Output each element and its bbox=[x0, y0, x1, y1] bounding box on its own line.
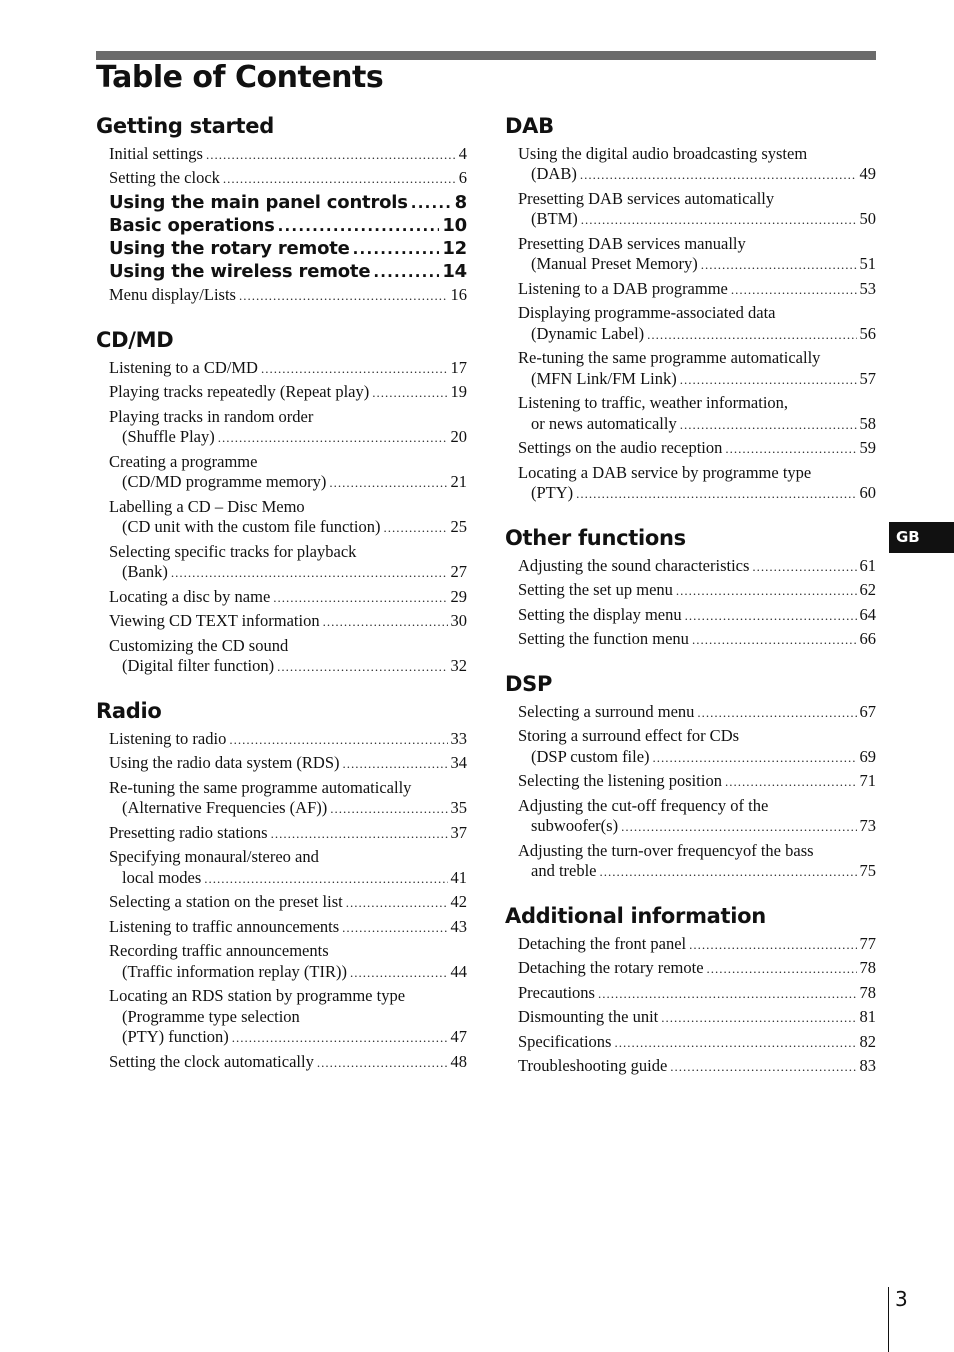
page-ref: 44 bbox=[450, 961, 467, 981]
entry-title: Selecting the listening position bbox=[518, 771, 722, 790]
dot-leader bbox=[676, 581, 857, 602]
page-ref: 37 bbox=[450, 822, 467, 842]
dot-leader bbox=[752, 557, 856, 578]
dot-leader bbox=[273, 588, 447, 609]
page-ref: 78 bbox=[859, 958, 876, 977]
toc-entry[interactable] bbox=[109, 1050, 467, 1075]
page-ref: 30 bbox=[450, 611, 467, 631]
page-ref: 21 bbox=[450, 472, 467, 492]
dot-leader bbox=[342, 918, 447, 939]
dot-leader bbox=[204, 869, 447, 890]
entry-title: Creating a programme bbox=[109, 451, 258, 471]
entry-title: Using the rotary remote bbox=[109, 237, 350, 259]
entry-subtitle: (DAB) bbox=[531, 164, 577, 183]
toc-entry[interactable] bbox=[518, 392, 876, 437]
toc-entry[interactable] bbox=[518, 187, 876, 232]
dot-leader bbox=[685, 606, 857, 627]
page-ref: 66 bbox=[859, 629, 876, 648]
toc-section bbox=[505, 902, 876, 1079]
page-ref: 25 bbox=[450, 517, 467, 537]
toc-section bbox=[505, 112, 876, 506]
entry-title: Dismounting the unit bbox=[518, 1007, 659, 1026]
dot-leader bbox=[576, 484, 856, 505]
dot-leader bbox=[206, 145, 456, 166]
toc-entry[interactable] bbox=[109, 261, 467, 284]
entry-subtitle: (Dynamic Label) bbox=[531, 323, 645, 343]
section-heading: DSP bbox=[505, 672, 553, 696]
entry-title: Precautions bbox=[518, 982, 595, 1002]
page-ref: 10 bbox=[442, 214, 467, 236]
page-ref: 59 bbox=[859, 438, 876, 457]
toc-entry[interactable] bbox=[518, 981, 876, 1006]
entry-title: Setting the display menu bbox=[518, 604, 682, 624]
page-number-rule bbox=[888, 1287, 889, 1352]
toc-column-left bbox=[96, 112, 467, 1093]
toc-entry[interactable] bbox=[518, 957, 876, 982]
page-ref: 49 bbox=[859, 164, 876, 183]
dot-leader bbox=[353, 238, 440, 260]
dot-leader bbox=[680, 415, 857, 436]
dot-leader bbox=[239, 286, 448, 307]
dot-leader bbox=[232, 1028, 448, 1049]
entry-title: Using the main panel controls bbox=[109, 191, 408, 213]
toc-entry[interactable] bbox=[518, 700, 876, 725]
entry-subtitle: (PTY) function) bbox=[122, 1027, 229, 1047]
entry-title: Viewing CD TEXT information bbox=[109, 611, 320, 631]
dot-leader bbox=[725, 439, 856, 460]
entry-title: Playing tracks in random order bbox=[109, 406, 314, 426]
section-heading: Additional information bbox=[505, 904, 766, 928]
dot-leader bbox=[261, 359, 448, 380]
toc-entry[interactable] bbox=[518, 461, 876, 506]
dot-leader bbox=[697, 703, 856, 724]
dot-leader bbox=[317, 1053, 448, 1074]
toc-entry[interactable] bbox=[109, 776, 467, 821]
entry-title: Menu display/Lists bbox=[109, 285, 236, 305]
toc-entry[interactable] bbox=[109, 191, 467, 214]
page-ref: 82 bbox=[859, 1031, 876, 1051]
dot-leader bbox=[372, 383, 447, 404]
toc-entry[interactable] bbox=[518, 232, 876, 277]
entry-title: Selecting specific tracks for playback bbox=[109, 541, 357, 561]
toc-entry[interactable] bbox=[109, 821, 467, 846]
entry-title: Using the digital audio broadcasting system bbox=[518, 143, 808, 163]
toc-entry[interactable] bbox=[109, 450, 467, 495]
toc-entry[interactable] bbox=[109, 610, 467, 635]
entry-title: Playing tracks repeatedly (Repeat play) bbox=[109, 382, 370, 402]
entry-title: Locating a DAB service by programme type bbox=[518, 462, 812, 482]
page-ref: 6 bbox=[458, 168, 467, 187]
toc-column-right bbox=[505, 112, 876, 1097]
entry-title: Initial settings bbox=[109, 143, 203, 163]
toc-entry[interactable] bbox=[518, 932, 876, 957]
entry-title: Adjusting the cut-off frequency of the bbox=[518, 795, 769, 815]
dot-leader bbox=[731, 280, 857, 301]
entry-subtitle: (Programme type selection bbox=[122, 1006, 300, 1026]
entry-subtitle: (Digital filter function) bbox=[122, 656, 275, 676]
language-tab: GB bbox=[889, 522, 954, 553]
toc-entry[interactable] bbox=[109, 214, 467, 237]
entry-subtitle: (PTY) bbox=[531, 483, 574, 502]
entry-subtitle: (Traffic information replay (TIR)) bbox=[122, 961, 347, 981]
entry-title: Locating a disc by name bbox=[109, 586, 271, 606]
entry-title: Listening to traffic, weather information, bbox=[518, 393, 789, 412]
toc-entry[interactable] bbox=[109, 985, 467, 1051]
page-ref: 27 bbox=[450, 562, 467, 582]
toc-entry[interactable] bbox=[109, 915, 467, 940]
toc-entry[interactable] bbox=[109, 284, 467, 309]
page-ref: 81 bbox=[859, 1007, 876, 1026]
entry-title: Recording traffic announcements bbox=[109, 941, 329, 961]
entry-subtitle: (Shuffle Play) bbox=[122, 427, 215, 447]
dot-leader bbox=[647, 325, 856, 346]
dot-leader bbox=[343, 754, 448, 775]
entry-title: Troubleshooting guide bbox=[518, 1056, 668, 1075]
entry-subtitle: (Bank) bbox=[122, 562, 168, 582]
section-heading: Other functions bbox=[505, 526, 686, 550]
toc-entry[interactable] bbox=[109, 727, 467, 752]
dot-leader bbox=[271, 824, 448, 845]
dot-leader bbox=[692, 630, 857, 651]
section-heading: CD/MD bbox=[96, 328, 174, 353]
entry-subtitle: subwoofer(s) bbox=[531, 816, 619, 835]
entry-subtitle: (BTM) bbox=[531, 209, 578, 228]
toc-entry[interactable] bbox=[518, 794, 876, 839]
page-ref: 43 bbox=[450, 916, 467, 936]
dot-leader bbox=[614, 1033, 856, 1054]
entry-title: Selecting a surround menu bbox=[518, 701, 695, 721]
page-ref: 42 bbox=[450, 892, 467, 912]
dot-leader bbox=[580, 165, 857, 186]
page-ref: 53 bbox=[859, 278, 876, 298]
entry-subtitle: or news automatically bbox=[531, 413, 677, 433]
entry-subtitle: local modes bbox=[122, 867, 202, 887]
dot-leader bbox=[329, 473, 447, 494]
page-title: Table of Contents bbox=[96, 60, 384, 95]
entry-title: Settings on the audio reception bbox=[518, 438, 723, 457]
dot-leader bbox=[171, 563, 448, 584]
page-ref: 61 bbox=[859, 555, 876, 575]
entry-title: Basic operations bbox=[109, 214, 275, 236]
entry-subtitle: (CD unit with the custom file function) bbox=[122, 517, 381, 537]
page-ref: 34 bbox=[450, 753, 467, 773]
toc-entry[interactable] bbox=[109, 356, 467, 381]
page-ref: 60 bbox=[859, 483, 876, 502]
dot-leader bbox=[346, 893, 448, 914]
entry-title: Setting the clock bbox=[109, 168, 220, 187]
toc-entry[interactable] bbox=[518, 554, 876, 579]
entry-title: Adjusting the sound characteristics bbox=[518, 555, 750, 575]
entry-title: Using the radio data system (RDS) bbox=[109, 753, 340, 773]
dot-leader bbox=[350, 963, 448, 984]
toc-section bbox=[96, 112, 467, 308]
toc-entry[interactable] bbox=[109, 237, 467, 260]
page-ref: 67 bbox=[859, 701, 876, 721]
page-ref: 83 bbox=[859, 1056, 876, 1075]
dot-leader bbox=[725, 772, 857, 793]
page-ref: 35 bbox=[450, 798, 467, 818]
entry-subtitle: (Alternative Frequencies (AF)) bbox=[122, 798, 328, 818]
toc-entry[interactable] bbox=[109, 940, 467, 985]
section-heading: Radio bbox=[96, 699, 162, 724]
entry-title: Setting the clock automatically bbox=[109, 1051, 314, 1071]
dot-leader bbox=[621, 817, 856, 838]
page-ref: 75 bbox=[859, 861, 876, 880]
page-ref: 57 bbox=[859, 368, 876, 388]
toc-entry[interactable] bbox=[518, 302, 876, 347]
page-ref: 77 bbox=[859, 933, 876, 953]
entry-title: Re-tuning the same programme automatically bbox=[518, 348, 821, 367]
toc-section bbox=[96, 326, 467, 679]
page-ref: 48 bbox=[450, 1051, 467, 1071]
page-ref: 56 bbox=[859, 323, 876, 343]
toc-entry[interactable] bbox=[109, 142, 467, 167]
toc-entry[interactable] bbox=[518, 839, 876, 884]
page-ref: 12 bbox=[442, 237, 467, 259]
dot-leader bbox=[223, 169, 456, 190]
toc-entry[interactable] bbox=[109, 405, 467, 450]
page-ref: 78 bbox=[859, 982, 876, 1002]
toc-entry[interactable] bbox=[109, 495, 467, 540]
entry-title: Listening to traffic announcements bbox=[109, 916, 340, 936]
toc-entry[interactable] bbox=[109, 167, 467, 192]
page-ref: 71 bbox=[859, 771, 876, 790]
page-ref: 50 bbox=[859, 209, 876, 228]
page-ref: 47 bbox=[450, 1027, 467, 1047]
toc-entry[interactable] bbox=[518, 628, 876, 653]
page-ref: 8 bbox=[454, 191, 467, 213]
entry-title: Selecting a station on the preset list bbox=[109, 892, 343, 912]
entry-title: Locating an RDS station by programme type bbox=[109, 986, 406, 1006]
entry-title: Presetting DAB services manually bbox=[518, 233, 746, 253]
page-ref: 17 bbox=[450, 357, 467, 377]
dot-leader bbox=[218, 428, 448, 449]
entry-title: Labelling a CD – Disc Memo bbox=[109, 496, 305, 516]
dot-leader bbox=[581, 210, 857, 231]
entry-title: Adjusting the turn-over frequencyof the bass bbox=[518, 840, 814, 860]
entry-title: Storing a surround effect for CDs bbox=[518, 726, 740, 745]
entry-title: Presetting radio stations bbox=[109, 822, 268, 842]
entry-title: Using the wireless remote bbox=[109, 261, 371, 283]
toc-entry[interactable] bbox=[518, 579, 876, 604]
dot-leader bbox=[600, 862, 857, 883]
toc-entry[interactable] bbox=[518, 1055, 876, 1080]
toc-entry[interactable] bbox=[109, 752, 467, 777]
dot-leader bbox=[689, 935, 856, 956]
entry-title: Customizing the CD sound bbox=[109, 635, 289, 655]
dot-leader bbox=[680, 370, 857, 391]
page-ref: 19 bbox=[450, 382, 467, 402]
toc-entry[interactable] bbox=[518, 1006, 876, 1031]
toc-section bbox=[505, 670, 876, 884]
dot-leader bbox=[670, 1057, 856, 1078]
entry-title: Setting the set up menu bbox=[518, 580, 673, 599]
top-rule bbox=[96, 51, 876, 60]
entry-title: Re-tuning the same programme automatically bbox=[109, 777, 412, 797]
page-ref: 20 bbox=[450, 427, 467, 447]
section-heading: Getting started bbox=[96, 114, 274, 138]
entry-subtitle: (DSP custom file) bbox=[531, 746, 650, 766]
toc-entry[interactable] bbox=[518, 1030, 876, 1055]
dot-leader bbox=[701, 255, 857, 276]
toc-entry[interactable] bbox=[109, 381, 467, 406]
toc-entry[interactable] bbox=[109, 540, 467, 585]
toc-entry[interactable] bbox=[109, 585, 467, 610]
page-number: 3 bbox=[895, 1287, 908, 1311]
page-ref: 41 bbox=[450, 867, 467, 887]
page-ref: 14 bbox=[442, 261, 467, 283]
dot-leader bbox=[330, 799, 447, 820]
toc-entry[interactable] bbox=[109, 846, 467, 891]
dot-leader bbox=[598, 984, 857, 1005]
entry-title: Detaching the front panel bbox=[518, 933, 687, 953]
toc-section bbox=[96, 697, 467, 1075]
entry-subtitle: (CD/MD programme memory) bbox=[122, 472, 327, 492]
toc-entry[interactable] bbox=[109, 891, 467, 916]
dot-leader bbox=[411, 192, 452, 214]
entry-title: Listening to a CD/MD bbox=[109, 357, 258, 377]
page-ref: 51 bbox=[859, 254, 876, 273]
page-ref: 69 bbox=[859, 746, 876, 766]
dot-leader bbox=[653, 748, 857, 769]
entry-subtitle: (Manual Preset Memory) bbox=[531, 254, 698, 273]
page-ref: 58 bbox=[859, 413, 876, 433]
dot-leader bbox=[277, 657, 447, 678]
page-ref: 32 bbox=[450, 656, 467, 676]
toc-entry[interactable] bbox=[518, 142, 876, 187]
entry-title: Detaching the rotary remote bbox=[518, 958, 704, 977]
entry-subtitle: and treble bbox=[531, 861, 597, 880]
dot-leader bbox=[707, 959, 857, 980]
toc-entry[interactable] bbox=[518, 437, 876, 462]
toc-entry[interactable] bbox=[518, 603, 876, 628]
entry-title: Setting the function menu bbox=[518, 629, 689, 648]
page-ref: 64 bbox=[859, 604, 876, 624]
page-ref: 4 bbox=[458, 143, 467, 163]
entry-title: Presetting DAB services automatically bbox=[518, 188, 775, 208]
dot-leader bbox=[278, 215, 440, 237]
toc-entry[interactable] bbox=[518, 725, 876, 770]
entry-title: Listening to a DAB programme bbox=[518, 278, 728, 298]
section-heading: DAB bbox=[505, 114, 554, 138]
page-ref: 29 bbox=[450, 586, 467, 606]
toc-entry[interactable] bbox=[518, 347, 876, 392]
toc-entry[interactable] bbox=[109, 634, 467, 679]
page-ref: 62 bbox=[859, 580, 876, 599]
dot-leader bbox=[229, 730, 447, 751]
entry-subtitle: (MFN Link/FM Link) bbox=[531, 368, 677, 388]
entry-title: Specifying monaural/stereo and bbox=[109, 847, 319, 867]
page-ref: 33 bbox=[450, 728, 467, 748]
toc-entry[interactable] bbox=[518, 770, 876, 795]
entry-title: Specifications bbox=[518, 1031, 612, 1051]
dot-leader bbox=[661, 1008, 856, 1029]
toc-section bbox=[505, 524, 876, 652]
entry-title: Listening to radio bbox=[109, 728, 227, 748]
dot-leader bbox=[373, 261, 439, 283]
page-ref: 16 bbox=[450, 285, 467, 305]
page-ref: 73 bbox=[859, 816, 876, 835]
toc-entry[interactable] bbox=[518, 277, 876, 302]
entry-title: Displaying programme-associated data bbox=[518, 303, 776, 322]
dot-leader bbox=[383, 518, 447, 539]
dot-leader bbox=[323, 612, 448, 633]
